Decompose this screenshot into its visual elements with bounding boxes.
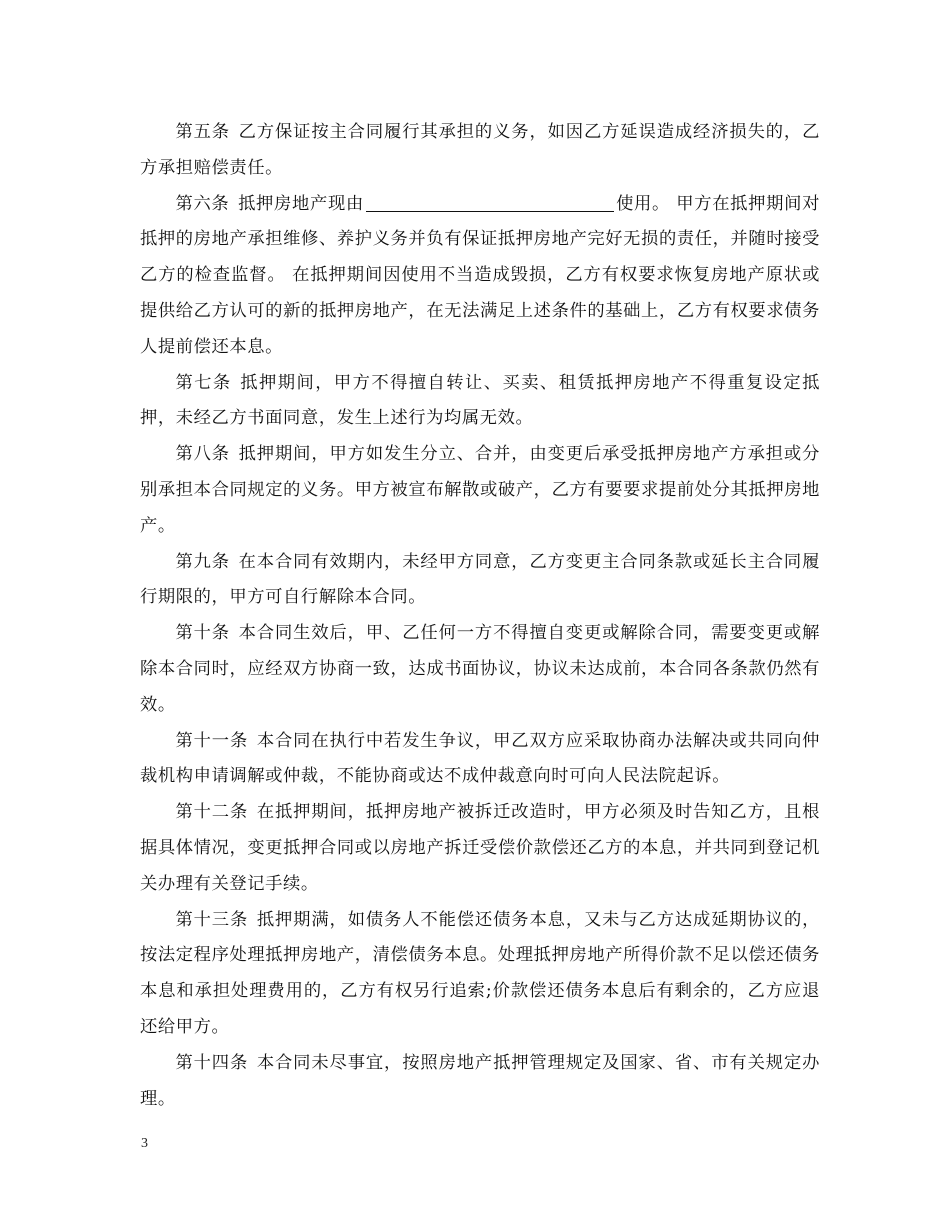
- article-title: 第十四条: [175, 1052, 249, 1073]
- article-10: [140, 616, 820, 723]
- article-title: 第六条: [175, 193, 230, 214]
- page-number: 3: [141, 1136, 148, 1151]
- article-text: 抵押房地产现由: [238, 193, 364, 214]
- article-title: 第十条: [175, 623, 230, 644]
- article-9: [140, 545, 820, 617]
- article-text: 乙方保证按主合同履行其承担的义务，如因乙方延误造成经济损失的，乙方承担赔偿责任。: [140, 122, 820, 178]
- article-text: 使用。 甲方在抵押期间对抵押的房地产承担维修、养护义务并负有保证抵押房地产完好无损的责任，并随时接受乙方的检查监督。 在抵押期间因使用不当造成毁损，乙方有权要求恢复房地产原状或提供给乙方认可的新的抵押房地产，在无法满足上述条件的基础上，乙方有权要求债务人提前偿还本息。: [140, 193, 821, 357]
- article-title: 第九条: [175, 551, 230, 572]
- article-7: [140, 366, 820, 438]
- article-text: 在本合同有效期内，未经甲方同意，乙方变更主合同条款或延长主合同履行期限的，甲方可自行解除本合同。: [140, 551, 820, 608]
- fill-in-blank-line: [366, 193, 614, 211]
- article-text: 本合同在执行中若发生争议，甲乙双方应采取协商办法解决或共同向仲裁机构申请调解或仲裁，不能协商或达不成仲裁意向时可向人民法院起诉。: [140, 730, 820, 787]
- contract-body: [140, 115, 820, 1117]
- article-8: [140, 437, 820, 544]
- article-title: 第八条: [175, 444, 230, 465]
- article-text: 本合同未尽事宜，按照房地产抵押管理规定及国家、省、市有关规定办理。: [140, 1052, 820, 1109]
- article-text: 本合同生效后，甲、乙任何一方不得擅自变更或解除合同，需要变更或解除本合同时，应经双方协商一致，达成书面协议，协议未达成前，本合同各条款仍然有效。: [140, 623, 820, 715]
- article-title: 第十三条: [175, 909, 249, 930]
- article-text: 抵押期间，甲方不得擅自转让、买卖、租赁抵押房地产不得重复设定抵押，未经乙方书面同意，发生上述行为均属无效。: [140, 372, 820, 429]
- article-5: [140, 115, 820, 187]
- article-13: [140, 903, 820, 1046]
- article-title: 第五条: [175, 122, 230, 142]
- article-title: 第七条: [175, 372, 232, 393]
- article-text: 抵押期间，甲方如发生分立、合并，由变更后承受抵押房地产方承担或分别承担本合同规定的义务。甲方被宣布解散或破产，乙方有要要求提前处分其抵押房地产。: [140, 444, 820, 536]
- article-title: 第十二条: [175, 802, 249, 823]
- article-14: [140, 1046, 820, 1118]
- article-title: 第十一条: [175, 730, 249, 751]
- article-12: [140, 795, 820, 902]
- article-text: 在抵押期间，抵押房地产被拆迁改造时，甲方必须及时告知乙方，且根据具体情况，变更抵押合同或以房地产拆迁受偿价款偿还乙方的本息，并共同到登记机关办理有关登记手续。: [140, 802, 820, 894]
- article-6: [140, 187, 820, 366]
- article-11: [140, 724, 820, 796]
- article-text: 抵押期满，如债务人不能偿还债务本息，又未与乙方达成延期协议的，按法定程序处理抵押房地产，清偿债务本息。处理抵押房地产所得价款不足以偿还债务本息和承担处理费用的，乙方有权另行追索;价款偿还债务本息后有剩余的，乙方应退还给甲方。: [140, 909, 820, 1037]
